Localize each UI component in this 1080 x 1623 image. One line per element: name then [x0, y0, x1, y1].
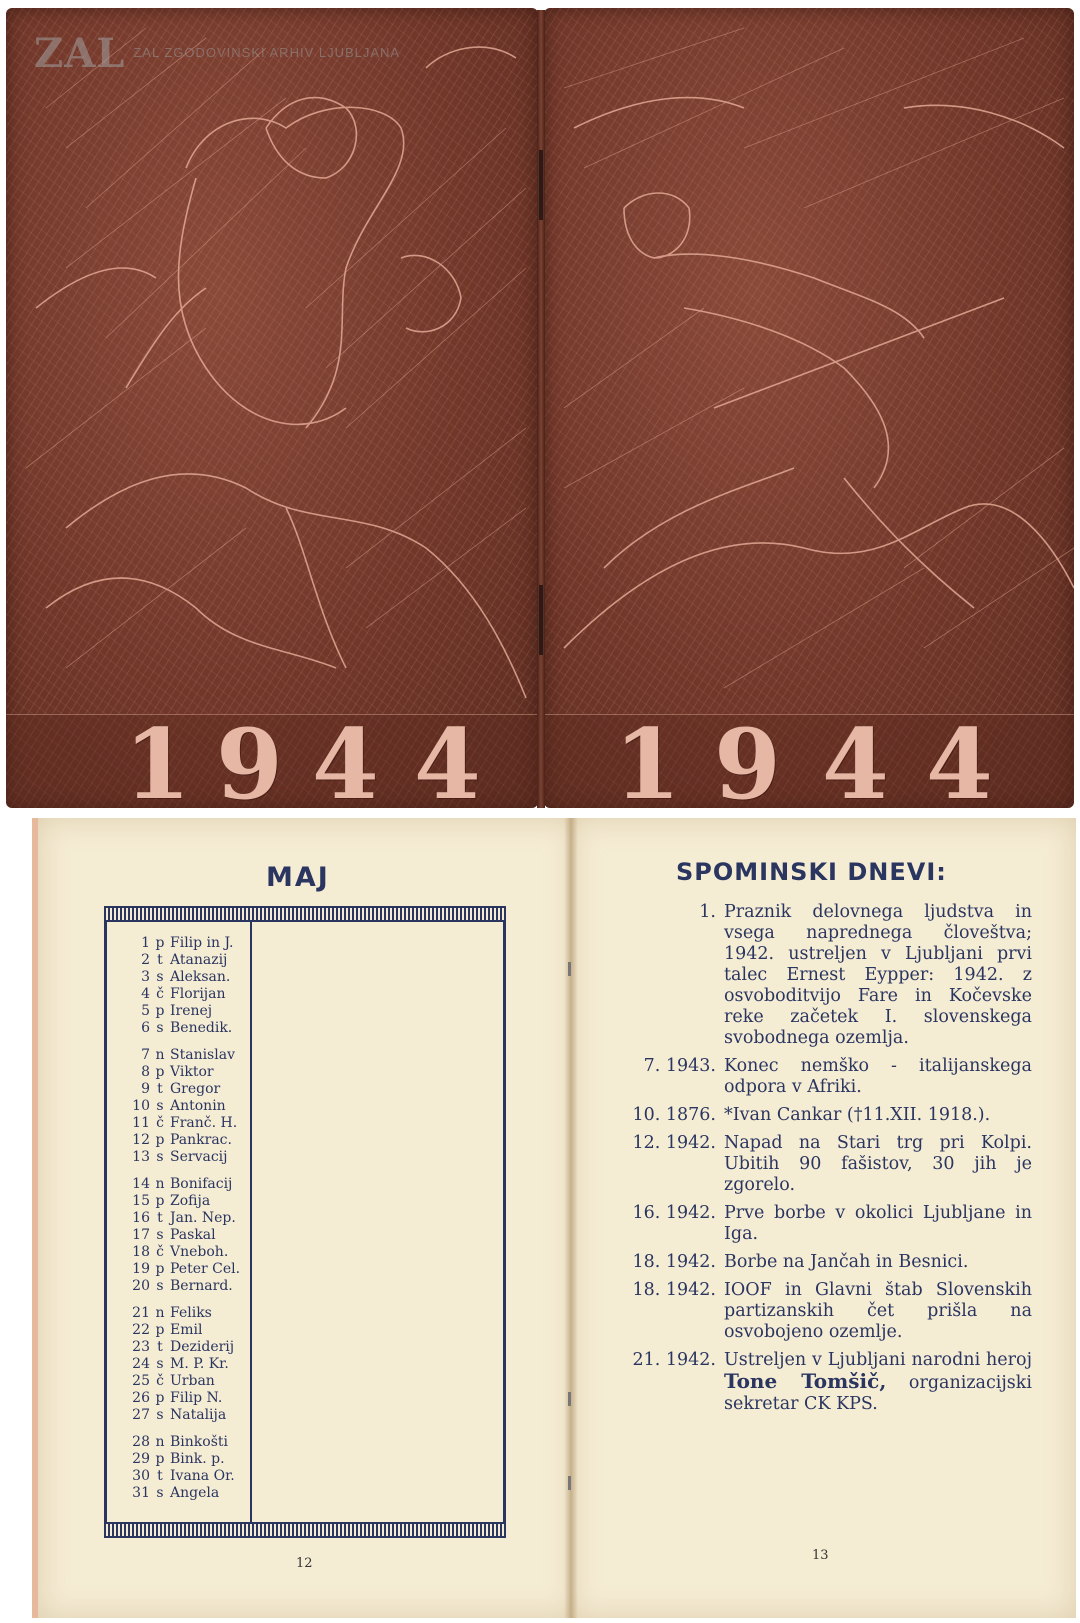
saint-name: Deziderij: [170, 1339, 235, 1355]
day-row: [118, 1390, 258, 1407]
day-row: [118, 1132, 258, 1149]
page-fold: [564, 818, 578, 1618]
saint-name: Natalija: [170, 1407, 227, 1423]
weekday-letter: s: [156, 1356, 164, 1372]
saint-name: Filip in J.: [170, 935, 234, 951]
day-list: [118, 935, 258, 1502]
booklet-spine: [537, 10, 545, 808]
day-number: 28: [132, 1434, 150, 1450]
weekday-letter: s: [156, 1098, 164, 1114]
day-number: 21: [132, 1305, 150, 1321]
memorial-days-title: SPOMINSKI DNEVI:: [676, 858, 947, 886]
day-row: [118, 1373, 258, 1390]
saint-name: Filip N.: [170, 1390, 223, 1406]
day-row: [118, 1356, 258, 1373]
saint-name: Irenej: [170, 1003, 213, 1019]
day-row: [118, 1468, 258, 1485]
weekday-letter: t: [157, 1468, 163, 1484]
saint-name: Paskal: [170, 1227, 216, 1243]
event-text: *Ivan Cankar (†11.XII. 1918.).: [724, 1105, 991, 1125]
year-digit: 1: [614, 708, 681, 808]
saint-name: Atanazij: [170, 952, 228, 968]
day-row: [118, 1115, 258, 1132]
day-number: 30: [132, 1468, 150, 1484]
event-date: 21. 1942.: [632, 1350, 716, 1370]
cover-front-panel: [544, 8, 1074, 808]
day-row: [118, 935, 258, 952]
day-number: 17: [132, 1227, 150, 1243]
day-number: 20: [132, 1278, 150, 1294]
day-number: 15: [132, 1193, 150, 1209]
day-row: [118, 1003, 258, 1020]
weekday-letter: č: [156, 1373, 164, 1389]
weekday-letter: n: [155, 1434, 165, 1450]
year-digit: 4: [822, 708, 889, 808]
event-date: 16. 1942.: [632, 1203, 716, 1223]
ornament-bar-top: [104, 906, 506, 922]
day-number: 27: [132, 1407, 150, 1423]
binding-thread: [568, 1476, 571, 1490]
day-row: [118, 952, 258, 969]
weekday-letter: n: [155, 1176, 165, 1192]
saint-name: Ivana Or.: [170, 1468, 235, 1484]
day-row: [118, 1305, 258, 1322]
cover-back-panel: [6, 8, 538, 808]
event-text: Praznik delovnega ljudstva in vsega naprednega človeštva; 1942. ustreljen v Ljubljani prvi talec Ernest Eypper: 1942. z osvoboditvijo Fare in Kočevske reke začetek I. slovenskega svobodnega ozemlja.: [724, 902, 1032, 1048]
saint-name: Stanislav: [170, 1047, 235, 1063]
event-date: 18. 1942.: [632, 1280, 716, 1300]
weekday-letter: t: [157, 952, 163, 968]
memorial-event: [612, 1133, 1032, 1196]
memorial-event: [612, 1203, 1032, 1245]
day-row: [118, 1485, 258, 1502]
event-date: 12. 1942.: [632, 1133, 716, 1153]
binding-thread: [568, 962, 571, 976]
day-number: 16: [132, 1210, 150, 1226]
day-number: 11: [132, 1115, 150, 1131]
weekday-letter: p: [155, 1390, 165, 1406]
partisan-illustration-right: [544, 8, 1074, 714]
day-number: 2: [141, 952, 150, 968]
day-number: 18: [132, 1244, 150, 1260]
day-row: [118, 1081, 258, 1098]
day-number: 29: [132, 1451, 150, 1467]
day-row: [118, 1451, 258, 1468]
day-number: 25: [132, 1373, 150, 1389]
day-number: 7: [141, 1047, 150, 1063]
weekday-letter: p: [155, 1451, 165, 1467]
weekday-letter: s: [156, 1407, 164, 1423]
weekday-letter: s: [156, 1227, 164, 1243]
weekday-letter: s: [156, 1278, 164, 1294]
weekday-letter: n: [155, 1305, 165, 1321]
saint-name: Zofija: [170, 1193, 211, 1209]
saint-name: Jan. Nep.: [170, 1210, 236, 1226]
event-list: [612, 902, 1032, 1422]
weekday-letter: s: [156, 1149, 164, 1165]
weekday-letter: p: [155, 1064, 165, 1080]
page-number-right: 13: [812, 1548, 829, 1563]
weekday-letter: p: [155, 1261, 165, 1277]
saint-name: Urban: [170, 1373, 215, 1389]
day-row: [118, 1098, 258, 1115]
staple: [539, 150, 543, 220]
year-digit: 4: [414, 708, 481, 808]
saint-name: Feliks: [170, 1305, 212, 1321]
day-number: 8: [141, 1064, 150, 1080]
event-text-part: Ustreljen v Ljubljani narodni heroj: [724, 1350, 1032, 1370]
weekday-letter: č: [156, 1115, 164, 1131]
day-row: [118, 1176, 258, 1193]
weekday-letter: t: [157, 1081, 163, 1097]
weekday-letter: p: [155, 935, 165, 951]
day-number: 24: [132, 1356, 150, 1372]
memorial-event: [612, 1105, 1032, 1126]
staple: [539, 585, 543, 655]
saint-name: Florijan: [170, 986, 226, 1002]
saint-name: Gregor: [170, 1081, 221, 1097]
day-number: 13: [132, 1149, 150, 1165]
year-digit: 9: [714, 708, 781, 808]
day-number: 4: [141, 986, 150, 1002]
year-digit: 9: [216, 708, 283, 808]
year-digit: 4: [926, 708, 993, 808]
day-number: 26: [132, 1390, 150, 1406]
day-number: 6: [141, 1020, 150, 1036]
event-date: 1.: [699, 902, 716, 922]
day-row: [118, 1434, 258, 1451]
day-number: 19: [132, 1261, 150, 1277]
weekday-letter: t: [157, 1339, 163, 1355]
weekday-letter: č: [156, 986, 164, 1002]
day-number: 9: [141, 1081, 150, 1097]
saint-name: Peter Cel.: [170, 1261, 241, 1277]
day-number: 23: [132, 1339, 150, 1355]
weekday-letter: s: [156, 1485, 164, 1501]
event-text: Konec nemško - italijanskega odpora v Afriki.: [724, 1056, 1032, 1097]
day-row: [118, 1020, 258, 1037]
event-text: Napad na Stari trg pri Kolpi. Ubitih 90 fašistov, 30 jih je zgorelo.: [724, 1133, 1032, 1195]
event-text: [724, 1350, 1032, 1415]
event-date: 10. 1876.: [632, 1105, 716, 1125]
memorial-event: [612, 1056, 1032, 1098]
memorial-event: [612, 902, 1032, 1049]
day-row: [118, 1322, 258, 1339]
day-number: 3: [141, 969, 150, 985]
day-number: 12: [132, 1132, 150, 1148]
day-row: [118, 1064, 258, 1081]
day-number: 1: [141, 935, 150, 951]
day-row: [118, 1227, 258, 1244]
memorial-event: [612, 1350, 1032, 1415]
year-digit: 4: [312, 708, 379, 808]
saint-name: Bink. p.: [170, 1451, 225, 1467]
saint-name: Bernard.: [170, 1278, 233, 1294]
day-number: 14: [132, 1176, 150, 1192]
day-row: [118, 1193, 258, 1210]
weekday-letter: s: [156, 969, 164, 985]
saint-name: Servacij: [170, 1149, 228, 1165]
saint-name: Bonifacij: [170, 1176, 233, 1192]
saint-name: Emil: [170, 1322, 203, 1338]
saint-name: Pankrac.: [170, 1132, 232, 1148]
day-row: [118, 1339, 258, 1356]
memorial-event: [612, 1252, 1032, 1273]
event-text: Prve borbe v okolici Ljubljane in Iga.: [724, 1203, 1032, 1244]
saint-name: Antonin: [170, 1098, 226, 1114]
day-row: [118, 969, 258, 986]
weekday-letter: č: [156, 1244, 164, 1260]
day-number: 5: [141, 1003, 150, 1019]
day-row: [118, 1047, 258, 1064]
memorial-event: [612, 1280, 1032, 1343]
saint-name: Franč. H.: [170, 1115, 238, 1131]
archive-watermark: ZAL ZAL ZGODOVINSKI ARHIV LJUBLJANA: [34, 30, 401, 77]
day-row: [118, 1210, 258, 1227]
day-row: [118, 1261, 258, 1278]
event-date: 7. 1943.: [643, 1056, 716, 1076]
weekday-letter: p: [155, 1193, 165, 1209]
day-number: 10: [132, 1098, 150, 1114]
saint-name: Angela: [170, 1485, 220, 1501]
saint-name: Viktor: [170, 1064, 214, 1080]
weekday-letter: p: [155, 1003, 165, 1019]
saint-name: Vneboh.: [170, 1244, 229, 1260]
day-row: [118, 1407, 258, 1424]
month-title: MAJ: [266, 862, 330, 893]
saint-name: Benedik.: [170, 1020, 233, 1036]
binding-thread: [568, 1392, 571, 1406]
saint-name: Binkošti: [170, 1434, 228, 1450]
archive-logo: ZAL: [34, 30, 126, 77]
day-row: [118, 1278, 258, 1295]
weekday-letter: t: [157, 1210, 163, 1226]
saint-name: Aleksan.: [170, 969, 231, 985]
ornament-bar-bottom: [104, 1522, 506, 1538]
saint-name: M. P. Kr.: [170, 1356, 229, 1372]
event-date: 18. 1942.: [632, 1252, 716, 1272]
day-row: [118, 986, 258, 1003]
partisan-illustration-left: [6, 8, 538, 714]
weekday-letter: n: [155, 1047, 165, 1063]
weekday-letter: p: [155, 1322, 165, 1338]
event-text: Borbe na Jančah in Besnici.: [724, 1252, 969, 1272]
event-text: IOOF in Glavni štab Slovenskih partizanskih čet prišla na osvobojeno ozemlje.: [724, 1280, 1032, 1342]
weekday-letter: s: [156, 1020, 164, 1036]
day-row: [118, 1244, 258, 1261]
day-number: 22: [132, 1322, 150, 1338]
page-number-left: 12: [296, 1556, 313, 1571]
weekday-letter: p: [155, 1132, 165, 1148]
day-row: [118, 1149, 258, 1166]
year-digit: 1: [124, 708, 191, 808]
hero-name: Tone Tomšič,: [724, 1369, 887, 1393]
event-text-part: organizacijski sekretar CK KPS.: [724, 1373, 1032, 1414]
day-number: 31: [132, 1485, 150, 1501]
